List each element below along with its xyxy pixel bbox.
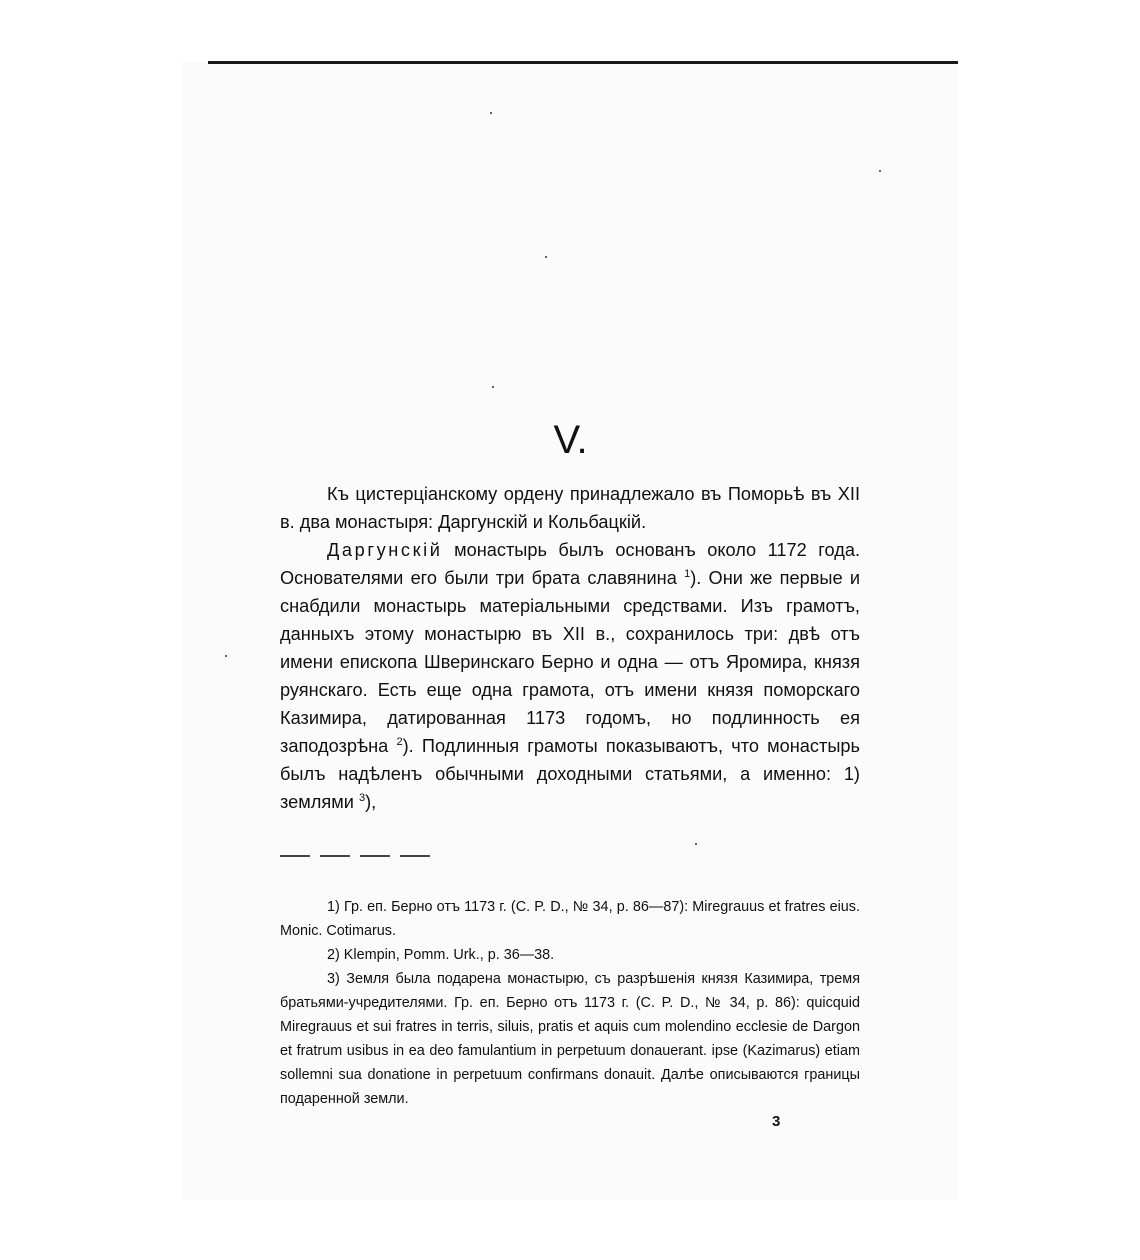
footnote-1: 1) Гр. еп. Берно отъ 1173 г. (C. P. D., № 34, p. 86—87): Miregrauus et fratres eius. Monic. Cotimarus.: [280, 899, 860, 939]
body-text: [280, 480, 860, 816]
paper-speck: [490, 112, 492, 114]
paper-speck: [545, 256, 547, 258]
chapter-numeral: V.: [553, 418, 588, 462]
footnote-2: 2) Klempin, Pomm. Urk., p. 36—38.: [327, 947, 555, 963]
spaced-word: Даргунскій: [327, 540, 443, 560]
footnote-ref-2: 2: [396, 736, 403, 748]
footnote-ref-3: 3: [358, 792, 366, 804]
paper-speck: [492, 386, 494, 388]
footnote-separator: [280, 855, 430, 857]
top-rule: [208, 61, 958, 64]
paper-speck: [225, 655, 227, 657]
paper-speck: [695, 843, 697, 845]
paper-speck: [879, 170, 881, 172]
paragraph-2: Даргунскій монастырь былъ основанъ около 1172 года. Основателями его были три брата славянина $^1$). Они же первые и снабдили монастырь матеріальными средствами. Изъ грамотъ, данныхъ этому монастырю въ XII в., сохранилось три: двѣ отъ имени епископа Шверинскаго Берно и одна — отъ Яромира, князя руянскаго. Есть еще одна грамота, отъ имени князя поморскаго Казимира, датированная 1173 годомъ, но подлинность ея заподозрѣна $^2$). Подлинныя грамоты показываютъ, что монастырь былъ надѣленъ обычными доходными статьями, а именно: 1) землями $^3$),: [280, 540, 860, 812]
top-rule-broken-segment: [432, 61, 532, 64]
footnotes: [280, 895, 860, 1111]
paragraph-1: Къ цистерціанскому ордену принадлежало въ Поморьѣ въ XII в. два монастыря: Даргунскій и Кольбацкій.: [280, 484, 860, 532]
footnote-3: 3) Земля была подарена монастырю, съ разрѣшенія князя Казимира, тремя братьями-учредителями. Гр. еп. Берно отъ 1173 г. (C. P. D., № 34, p. 86): quicquid Miregrauus et sui fratres in terris, siluis, pratis et aquis cum molendino ecclesie de Dargon et fratrum usibus in ea deo famulantium in perpetuum donauerant. ipse (Kazimarus) etiam sollemni sua donatione in perpetuum confirmans donauit. Далѣе описываются границы подаренной земли.: [280, 971, 860, 1107]
page-number: 3: [772, 1113, 781, 1130]
chapter-heading: [0, 418, 1140, 463]
footnote-ref-1: 1: [684, 568, 691, 580]
